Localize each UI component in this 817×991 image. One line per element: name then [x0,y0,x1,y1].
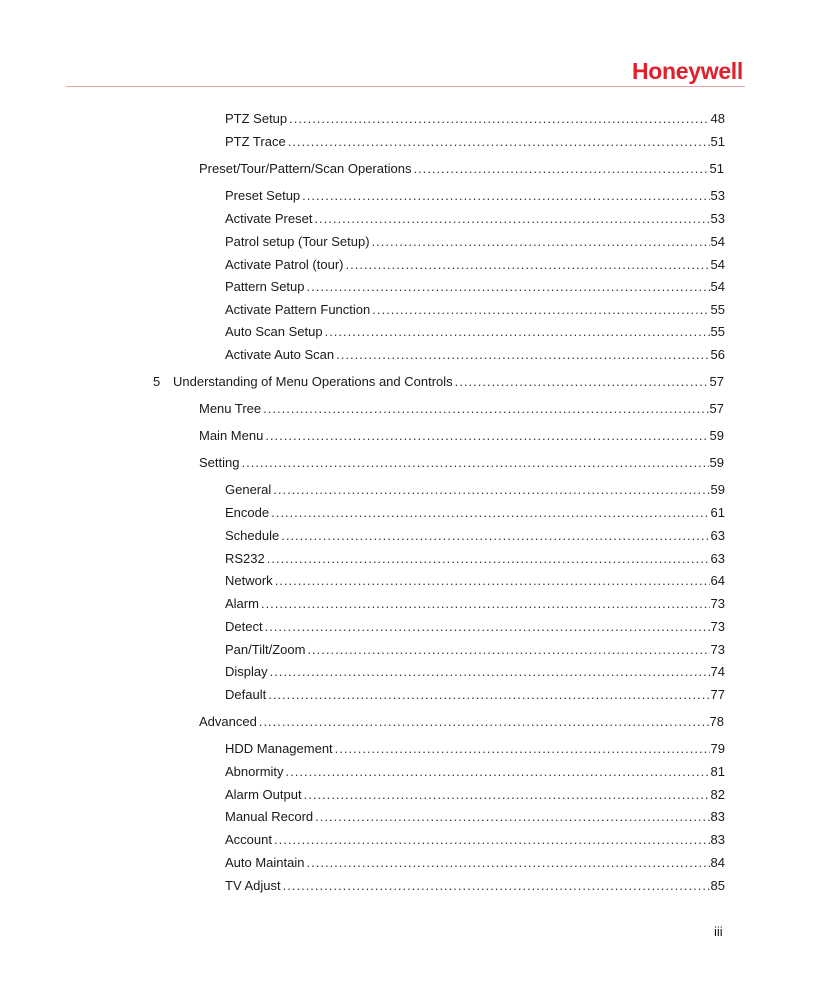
toc-entry-page: 63 [710,528,725,543]
toc-entry-detect[interactable] [225,619,725,635]
toc-entry-general[interactable] [225,482,725,498]
toc-entry-page: 77 [710,687,725,702]
toc-entry-page: 59 [710,482,725,497]
toc-entry-encode[interactable] [225,505,725,521]
toc-entry-page: 56 [710,347,725,362]
toc-leader-dots [302,188,709,204]
toc-entry-title: Auto Maintain [225,855,305,870]
toc-leader-dots [315,809,709,825]
toc-entry-abnormity[interactable] [225,764,725,780]
toc-entry-page: 55 [710,324,725,339]
toc-entry-page: 59 [709,428,724,443]
toc-entry-hdd-management[interactable] [225,741,725,757]
toc-entry-title: Menu Tree [199,401,262,416]
toc-entry-page: 73 [710,619,725,634]
toc-leader-dots [307,642,709,658]
toc-leader-dots [307,855,710,871]
toc-leader-dots [281,528,709,544]
toc-entry-title: General [225,482,272,497]
toc-entry-page: 81 [710,764,725,779]
toc-leader-dots [259,714,709,730]
toc-leader-dots [286,764,710,780]
toc-entry-title: Abnormity [225,764,284,779]
toc-entry-page: 64 [710,573,725,588]
toc-entry-main-menu[interactable] [199,428,724,444]
toc-entry-title: TV Adjust [225,878,281,893]
toc-leader-dots [268,687,709,703]
toc-leader-dots [372,302,709,318]
toc-leader-dots [267,551,710,567]
toc-entry-rs232[interactable] [225,551,725,567]
toc-entry-page: 73 [710,596,725,611]
toc-entry-title: HDD Management [225,741,333,756]
toc-leader-dots [288,134,710,150]
toc-entry-alarm-output[interactable] [225,787,725,803]
toc-entry-title: Setting [199,455,240,470]
page-number: iii [714,924,723,939]
toc-leader-dots [275,573,710,589]
toc-entry-setting[interactable] [199,455,724,471]
toc-entry-title: Account [225,832,272,847]
toc-entry-title: Display [225,664,268,679]
toc-leader-dots [283,878,710,894]
toc-entry-menu-tree[interactable] [199,401,724,417]
toc-entry-page: 79 [710,741,725,756]
toc-entry-title: Preset/Tour/Pattern/Scan Operations [199,161,412,176]
toc-entry-auto-maintain[interactable] [225,855,725,871]
toc-leader-dots [372,234,710,250]
toc-leader-dots [241,455,708,471]
toc-entry-preset-tour-pattern-scan[interactable] [199,161,724,177]
toc-leader-dots [325,324,710,340]
toc-entry-title: Default [225,687,267,702]
toc-entry-page: 54 [710,234,725,249]
honeywell-logo: Honeywell [631,58,743,84]
toc-leader-dots [273,482,709,498]
toc-entry-display[interactable] [225,664,725,680]
toc-leader-dots [270,664,710,680]
toc-entry-pattern-setup[interactable] [225,279,725,295]
toc-leader-dots [261,596,710,612]
toc-entry-patrol-setup[interactable] [225,234,725,250]
toc-entry-ptz-trace[interactable] [225,134,725,150]
toc-leader-dots [263,401,708,417]
toc-entry-page: 54 [710,279,725,294]
toc-entry-page: 53 [710,188,725,203]
toc-entry-title: Activate Preset [225,211,313,226]
toc-entry-default[interactable] [225,687,725,703]
toc-leader-dots [314,211,709,227]
toc-entry-title: PTZ Trace [225,134,286,149]
toc-entry-page: 61 [710,505,725,520]
toc-entry-title: Activate Auto Scan [225,347,335,362]
toc-entry-account[interactable] [225,832,725,848]
toc-entry-page: 83 [710,832,725,847]
toc-entry-title: Activate Pattern Function [225,302,371,317]
toc-leader-dots [335,741,710,757]
toc-entry-page: 48 [710,111,725,126]
toc-entry-page: 51 [710,134,725,149]
toc-entry-tv-adjust[interactable] [225,878,725,894]
toc-leader-dots [265,619,710,635]
toc-entry-activate-auto-scan[interactable] [225,347,725,363]
toc-entry-page: 51 [709,161,724,176]
toc-entry-alarm[interactable] [225,596,725,612]
toc-entry-preset-setup[interactable] [225,188,725,204]
toc-leader-dots [307,279,710,295]
toc-entry-title: Main Menu [199,428,264,443]
toc-entry-page: 83 [710,809,725,824]
toc-entry-title: PTZ Setup [225,111,288,126]
toc-entry-activate-preset[interactable] [225,211,725,227]
toc-entry-activate-pattern[interactable] [225,302,725,318]
toc-entry-title: Understanding of Menu Operations and Controls [173,374,453,389]
toc-entry-page: 57 [709,401,724,416]
toc-leader-dots [336,347,709,363]
toc-entry-title: Schedule [225,528,280,543]
toc-leader-dots [455,374,709,390]
toc-leader-dots [346,257,710,273]
toc-entry-advanced[interactable] [199,714,724,730]
toc-leader-dots [289,111,709,127]
toc-entry-page: 82 [710,787,725,802]
toc-leader-dots [413,161,708,177]
toc-entry-auto-scan-setup[interactable] [225,324,725,340]
toc-entry-page: 55 [710,302,725,317]
toc-entry-page: 53 [710,211,725,226]
toc-entry-title: Advanced [199,714,257,729]
toc-leader-dots [271,505,709,521]
toc-entry-ptz-setup[interactable] [225,111,725,127]
toc-entry-title: Patrol setup (Tour Setup) [225,234,370,249]
toc-leader-dots [304,787,710,803]
toc-entry-title: Alarm [225,596,259,611]
toc-entry-page: 74 [710,664,725,679]
header-divider [66,86,745,87]
toc-entry-title: Activate Patrol (tour) [225,257,344,272]
toc-entry-page: 54 [710,257,725,272]
toc-entry-title: Pattern Setup [225,279,305,294]
toc-entry-page: 78 [709,714,724,729]
toc-entry-page: 63 [710,551,725,566]
toc-entry-title: Auto Scan Setup [225,324,323,339]
toc-entry-title: Pan/Tilt/Zoom [225,642,306,657]
toc-entry-title: Manual Record [225,809,314,824]
toc-entry-page: 59 [709,455,724,470]
toc-leader-dots [265,428,708,444]
toc-entry-activate-patrol[interactable] [225,257,725,273]
toc-leader-dots [274,832,710,848]
toc-entry-title: Alarm Output [225,787,302,802]
toc-entry-page: 73 [710,642,725,657]
toc-entry-title: Encode [225,505,270,520]
toc-entry-pan-tilt-zoom[interactable] [225,642,725,658]
toc-entry-page: 85 [710,878,725,893]
toc-entry-title: Preset Setup [225,188,301,203]
toc-entry-manual-record[interactable] [225,809,725,825]
toc-entry-title: RS232 [225,551,265,566]
toc-entry-title: Network [225,573,273,588]
toc-entry-chapter-5[interactable] [153,374,724,390]
toc-entry-network[interactable] [225,573,725,589]
toc-entry-schedule[interactable] [225,528,725,544]
toc-chapter-number: 5 [153,374,161,389]
toc-entry-title: Detect [225,619,263,634]
toc-entry-page: 57 [709,374,724,389]
toc-entry-page: 84 [710,855,725,870]
